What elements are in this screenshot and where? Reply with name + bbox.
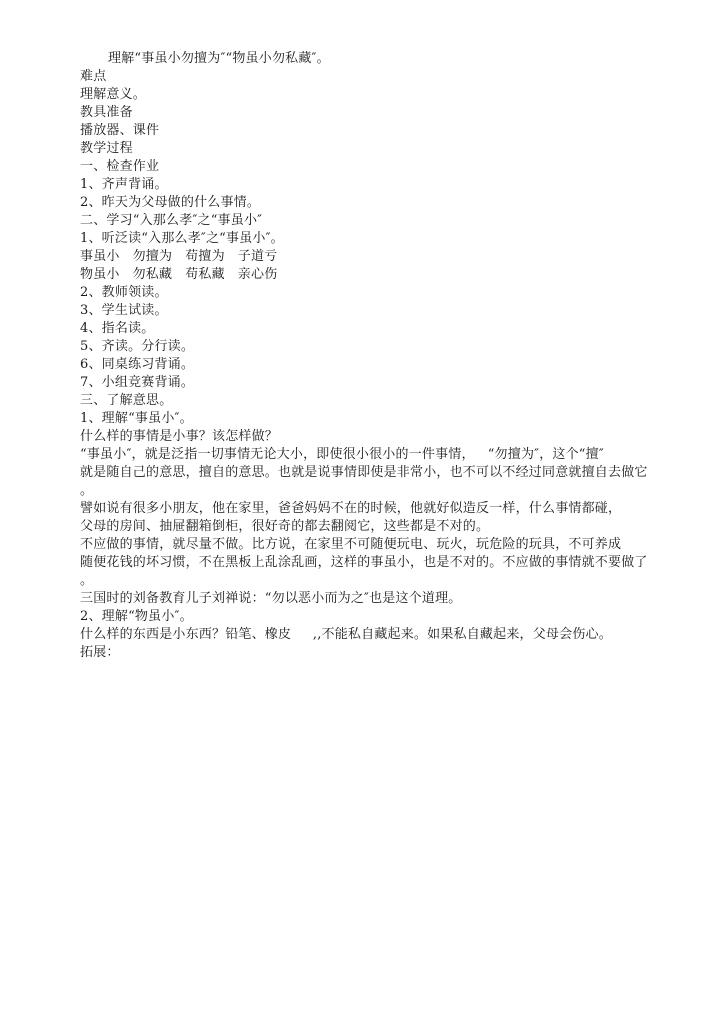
list-item: 6、同桌练习背诵。 bbox=[80, 357, 195, 372]
list-item: 1、齐声背诵。 bbox=[80, 177, 168, 192]
list-item: 1、听泛读“入那么孝″之“事虽小″。 bbox=[80, 231, 284, 246]
materials-text: 播放器、课件 bbox=[80, 123, 160, 138]
paragraph-line: “事虽小″，就是泛指一切事情无论大小，即使很小很小的一件事情， “勿擅为″，这个“擅″ bbox=[80, 447, 604, 462]
paragraph-line: 三国时的刘备教育儿子刘禅说：“勿以恶小而为之″也是这个道理。 bbox=[80, 591, 462, 606]
paragraph-line: 譬如说有很多小朋友，他在家里，爸爸妈妈不在的时候，他就好似造反一样，什么事情都碰， bbox=[80, 501, 622, 516]
list-item: 2、理解“物虽小″。 bbox=[80, 609, 193, 624]
list-item: 5、齐读。分行读。 bbox=[80, 339, 195, 354]
verse-line: 事虽小 勿擅为 苟擅为 子道亏 bbox=[80, 249, 278, 264]
list-item: 2、教师领读。 bbox=[80, 285, 168, 300]
paragraph-line: 父母的房间、抽屉翻箱倒柜，很好奇的都去翻阅它，这些都是不对的。 bbox=[80, 519, 490, 534]
step-heading-2: 二、学习“入那么孝″之“事虽小″ bbox=[80, 213, 263, 228]
step-heading-1: 一、检查作业 bbox=[80, 159, 160, 174]
list-item: 2、昨天为父母做的什么事情。 bbox=[80, 195, 261, 210]
paragraph-line: 什么样的事情是小事？该怎样做？ bbox=[80, 429, 279, 444]
list-item: 3、学生试读。 bbox=[80, 303, 168, 318]
paragraph-line: 随便花钱的坏习惯，不在黑板上乱涂乱画，这样的事虽小，也是不对的。不应做的事情就不要做了 bbox=[80, 555, 648, 570]
difficulty-text: 理解意义。 bbox=[80, 87, 147, 102]
paragraph-line: 就是随自己的意思，擅自的意思。也就是说事情即使是非常小，也不可以不经过同意就擅自去做它 bbox=[80, 465, 648, 480]
verse-line: 物虽小 勿私藏 苟私藏 亲心伤 bbox=[80, 267, 278, 282]
paragraph-line: 。 bbox=[80, 483, 94, 498]
section-heading-process: 教学过程 bbox=[80, 141, 133, 156]
list-item: 4、指名读。 bbox=[80, 321, 155, 336]
section-heading-difficulty: 难点 bbox=[80, 69, 107, 84]
list-item: 1、理解“事虽小″。 bbox=[80, 411, 193, 426]
step-heading-3: 三、了解意思。 bbox=[80, 393, 173, 408]
paragraph-line: 。 bbox=[80, 573, 94, 588]
document-page bbox=[80, 50, 680, 662]
paragraph-line: 什么样的东西是小东西？铅笔、橡皮 ,,不能私自藏起来。如果私自藏起来，父母会伤心。 bbox=[80, 627, 612, 642]
extension-heading: 拓展： bbox=[80, 645, 120, 660]
list-item: 7、小组竞赛背诵。 bbox=[80, 375, 195, 390]
paragraph-line: 不应做的事情，就尽量不做。比方说，在家里不可随便玩电、玩火，玩危险的玩具，不可养成 bbox=[80, 537, 622, 552]
objective-line: 理解“事虽小勿擅为″“物虽小勿私藏″。 bbox=[108, 51, 330, 66]
section-heading-materials: 教具准备 bbox=[80, 105, 133, 120]
